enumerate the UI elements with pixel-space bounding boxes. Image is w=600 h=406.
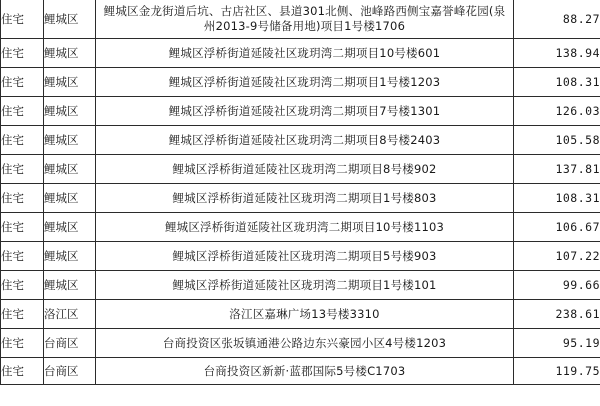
table-row	[1, 155, 600, 184]
table-row	[1, 68, 600, 97]
cell-district: 台商区	[44, 358, 96, 385]
cell-district: 鲤城区	[44, 97, 96, 126]
table-row	[1, 329, 600, 358]
cell-district: 鲤城区	[44, 213, 96, 242]
cell-district: 鲤城区	[44, 155, 96, 184]
cell-area: 105.58	[514, 126, 600, 155]
cell-district: 鲤城区	[44, 68, 96, 97]
table-row	[1, 39, 600, 68]
cell-type: 住宅	[1, 184, 44, 213]
table-row	[1, 242, 600, 271]
cell-area: 106.67	[514, 213, 600, 242]
cell-district: 鲤城区	[44, 0, 96, 39]
cell-district: 鲤城区	[44, 126, 96, 155]
cell-project: 鲤城区浮桥街道延陵社区珑玥湾二期项目1号楼101	[96, 271, 514, 300]
cell-district: 洛江区	[44, 300, 96, 329]
cell-project: 鲤城区浮桥街道延陵社区珑玥湾二期项目8号楼902	[96, 155, 514, 184]
cell-district: 台商区	[44, 329, 96, 358]
cell-area: 95.19	[514, 329, 600, 358]
cell-area: 126.03	[514, 97, 600, 126]
table-row	[1, 358, 600, 385]
cell-type: 住宅	[1, 0, 44, 39]
cell-area: 108.31	[514, 184, 600, 213]
cell-project: 台商投资区张坂镇通港公路边东兴豪园小区4号楼1203	[96, 329, 514, 358]
cell-type: 住宅	[1, 213, 44, 242]
cell-district: 鲤城区	[44, 184, 96, 213]
cell-type: 住宅	[1, 155, 44, 184]
cell-area: 238.61	[514, 300, 600, 329]
cell-area: 99.66	[514, 271, 600, 300]
cell-type: 住宅	[1, 271, 44, 300]
cell-project: 鲤城区浮桥街道延陵社区珑玥湾二期项目7号楼1301	[96, 97, 514, 126]
cell-type: 住宅	[1, 329, 44, 358]
table-row	[1, 213, 600, 242]
cell-area: 137.81	[514, 155, 600, 184]
cell-district: 鲤城区	[44, 242, 96, 271]
cell-project: 鲤城区浮桥街道延陵社区珑玥湾二期项目1号楼1203	[96, 68, 514, 97]
cell-project: 洛江区嘉琳广场13号楼3310	[96, 300, 514, 329]
cell-project: 鲤城区浮桥街道延陵社区珑玥湾二期项目10号楼601	[96, 39, 514, 68]
cell-type: 住宅	[1, 126, 44, 155]
cell-project: 台商投资区新新·蓝郡国际5号楼C1703	[96, 358, 514, 385]
cell-project: 鲤城区浮桥街道延陵社区珑玥湾二期项目8号楼2403	[96, 126, 514, 155]
table-row	[1, 184, 600, 213]
cell-type: 住宅	[1, 300, 44, 329]
table-row	[1, 0, 600, 39]
cell-type: 住宅	[1, 39, 44, 68]
cell-project: 鲤城区浮桥街道延陵社区珑玥湾二期项目1号楼803	[96, 184, 514, 213]
cell-district: 鲤城区	[44, 39, 96, 68]
cell-type: 住宅	[1, 358, 44, 385]
cell-area: 88.27	[514, 0, 600, 39]
table-row	[1, 97, 600, 126]
cell-type: 住宅	[1, 242, 44, 271]
cell-project: 鲤城区浮桥街道延陵社区珑玥湾二期项目10号楼1103	[96, 213, 514, 242]
table-row	[1, 126, 600, 155]
table-row	[1, 300, 600, 329]
cell-project: 鲤城区浮桥街道延陵社区珑玥湾二期项目5号楼903	[96, 242, 514, 271]
cell-type: 住宅	[1, 97, 44, 126]
cell-project: 鲤城区金龙街道后坑、古店社区、县道301北侧、池峰路西侧宝嘉誉峰花园(泉州2013-9号储备用地)项目1号楼1706	[96, 0, 514, 39]
cell-district: 鲤城区	[44, 271, 96, 300]
cell-area: 119.75	[514, 358, 600, 385]
cell-type: 住宅	[1, 68, 44, 97]
cell-area: 108.31	[514, 68, 600, 97]
cell-area: 107.22	[514, 242, 600, 271]
table-row	[1, 271, 600, 300]
cell-area: 138.94	[514, 39, 600, 68]
